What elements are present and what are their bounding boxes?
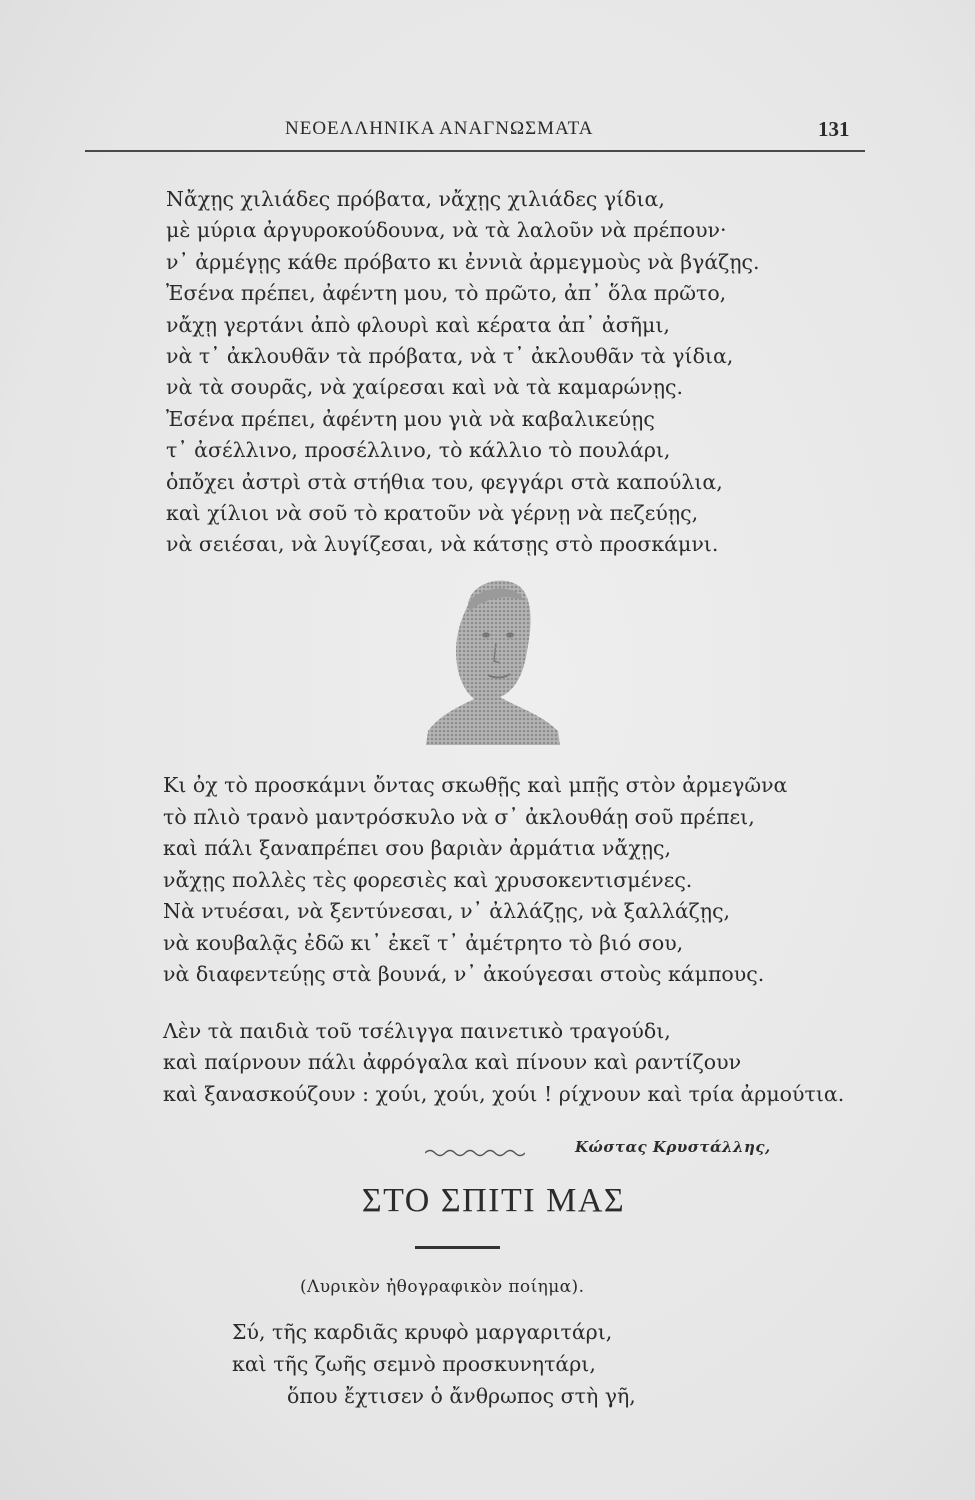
running-title: ΝΕΟΕΛΛΗΝΙΚΑ ΑΝΑΓΝΩΣΜΑΤΑ [285,118,594,139]
poem-line: καὶ παίρνουν πάλι ἀφρόγαλα καὶ πίνουν καὶ ραντίζουν [163,1050,742,1075]
section-title: ΣΤΟ ΣΠΙΤΙ ΜΑΣ [361,1182,626,1219]
poem-line: Λὲν τὰ παιδιὰ τοῦ τσέλιγγα παινετικὸ τραγούδι, [163,1019,671,1043]
poem-line: νὰ σειέσαι, νὰ λυγίζεσαι, νὰ κάτσῃς στὸ προσκάμνι. [166,532,719,557]
poem-line: ὁπὄχει ἀστρὶ στὰ στήθια του, φεγγάρι στὰ καπούλια, [166,469,723,494]
poem-line: νὰ τ᾽ ἀκλουθᾶν τὰ πρόβατα, νὰ τ᾽ ἀκλουθᾶν τὰ γίδια, [166,344,734,369]
poem-line: τὸ πλιὸ τρανὸ μαντρόσκυλο νὰ σ᾽ ἀκλουθάῃ σοῦ πρέπει, [163,804,755,829]
poem-line: καὶ τῆς ζωῆς σεμνὸ προσκυνητάρι, [232,1351,596,1376]
poem-line: Σύ, τῆς καρδιᾶς κρυφὸ μαργαριτάρι, [232,1320,613,1344]
poem-line: Κι ὀχ τὸ προσκάμνι ὄντας σκωθῇς καὶ μπῇς στὸν ἀρμεγῶνα [163,773,788,797]
poem-line: νὰ κουβαλᾷς ἐδῶ κι᾽ ἐκεῖ τ᾽ ἀμέτρητο τὸ βιό σου, [163,930,684,955]
poem-line: καὶ πάλι ξαναπρέπει σου βαριὰν ἀρμάτια νἄχῃς, [163,836,672,860]
poem-line: τ᾽ ἀσέλλινο, προσέλλινο, τὸ κάλλιο τὸ πουλάρι, [166,438,671,463]
poem-line: μὲ μύρια ἀργυροκούδουνα, νὰ τὰ λαλοῦν νὰ πρέπουν· [166,218,727,243]
poem-line: καὶ ξανασκούζουν : χούι, χούι, χούι ! ρίχνουν καὶ τρία ἀρμούτια. [163,1081,845,1106]
poem-line: Νἄχῃς χιλιάδες πρόβατα, νἄχῃς χιλιάδες γίδια, [166,187,665,211]
poem-line: Ἐσένα πρέπει, ἀφέντη μου γιὰ νὰ καβαλικεύῃς [166,406,655,431]
author-signature: Κώστας Κρυστάλλης, [575,1138,771,1156]
poem-line: νὰ διαφεντεύῃς στὰ βουνά, ν᾽ ἀκούγεσαι στοὺς κάμπους. [163,962,765,986]
decorative-flourish [425,1147,525,1159]
poem-line: νὰ τὰ σουρᾶς, νὰ χαίρεσαι καὶ νὰ τὰ καμαρώνῃς. [166,375,683,400]
poem-stanza-2 [163,770,787,991]
poem-line: νἄχῃ γερτάνι ἀπὸ φλουρὶ καὶ κέρατα ἀπ᾽ ἀσῆμι, [166,312,670,337]
author-portrait-icon [418,565,568,745]
header-rule [85,150,865,152]
title-rule [415,1246,500,1249]
section-subtitle: (Λυρικὸν ἠθογραφικὸν ποίημα). [300,1277,585,1297]
poem-line: Νὰ ντυέσαι, νὰ ξεντύνεσαι, ν᾽ ἀλλάζῃς, νὰ ξαλλάζῃς, [163,899,731,923]
poem-line: Ἐσένα πρέπει, ἀφέντη μου, τὸ πρῶτο, ἀπ᾽ ὅλα πρῶτο, [166,281,727,306]
poem-stanza-1 [166,184,760,561]
poem-stanza-3 [163,1016,844,1110]
poem-line: καὶ χίλιοι νὰ σοῦ τὸ κρατοῦν νὰ γέρνῃ νὰ πεζεύῃς, [166,501,699,526]
poem-line: ὅπου ἔχτισεν ὁ ἄνθρωπος στὴ γῆ, [287,1383,636,1408]
poem-line: ν᾽ ἀρμέγῃς κάθε πρόβατο κι ἐννιὰ ἀρμεγμοὺς νὰ βγάζῃς. [166,249,760,274]
page-number: 131 [818,117,850,141]
poem-stanza-4 [232,1317,636,1412]
poem-line: νἄχῃς πολλὲς τὲς φορεσιὲς καὶ χρυσοκεντισμένες. [163,867,693,892]
